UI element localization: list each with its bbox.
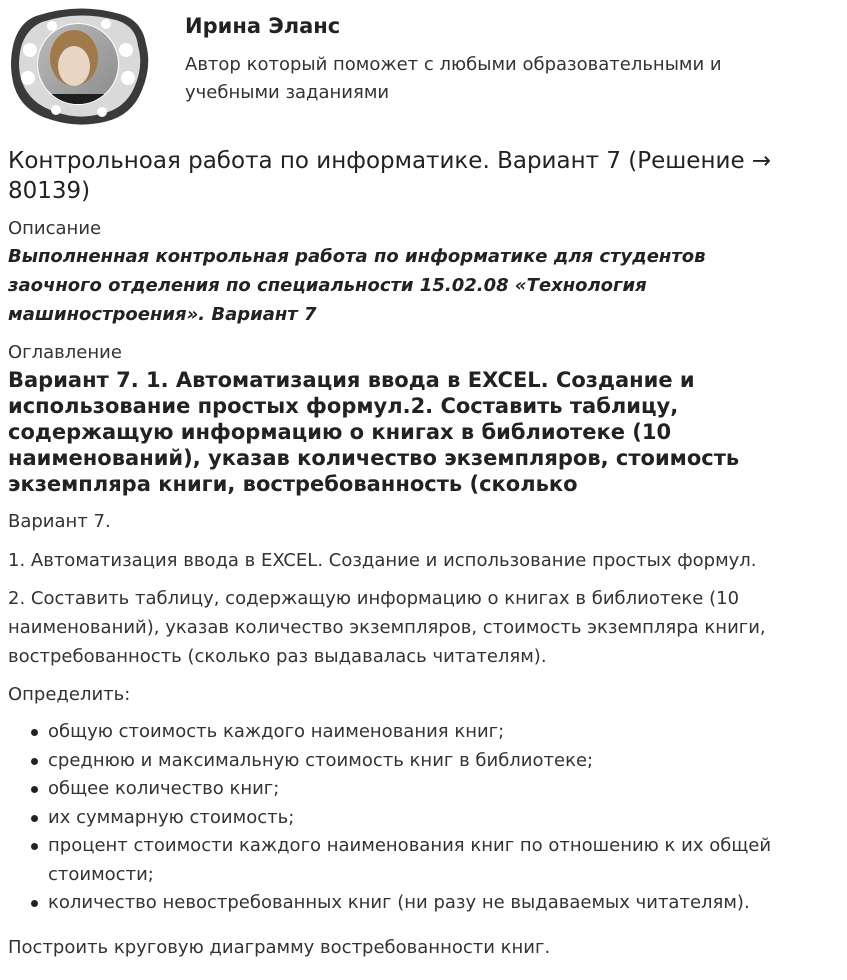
list-item-text: общую стоимость каждого наименования книг; xyxy=(48,721,505,742)
task-1-text: 1. Автоматизация ввода в EXCEL. Создание и использование простых формул. xyxy=(8,550,757,571)
description-text: Выполненная контрольная работа по информатике для студентов заочного отделения по специальности 15.02.08 «Технология машиностроения». Вариант 7 xyxy=(8,246,706,325)
bullet-icon xyxy=(31,815,38,822)
author-photo-icon xyxy=(8,6,150,128)
author-description: Автор который поможет с любыми образовательными и учебными заданиями xyxy=(185,54,722,103)
list-item-text: количество невостребованных книг (ни разу не выдаваемых читателям). xyxy=(48,892,750,913)
page-title: Контрольноая работа по информатике. Вариант 7 (Решение → 80139) xyxy=(8,148,772,204)
list-item xyxy=(48,718,828,747)
bullet-icon xyxy=(31,900,38,907)
toc-text: Вариант 7. 1. Автоматизация ввода в EXCEL. Создание и использование простых формул.2. Составить таблицу, содержащую информацию о книгах в библиотеке (10 наименований), указав количество экземпляров, стоимость экземпляра книги, востребованность (сколько xyxy=(8,368,740,496)
list-item xyxy=(48,804,828,833)
bullet-icon xyxy=(31,786,38,793)
requirements-list xyxy=(8,718,828,918)
list-item xyxy=(48,775,828,804)
list-item xyxy=(48,832,828,889)
variant-text: Вариант 7. xyxy=(8,511,111,532)
bullet-icon xyxy=(31,843,38,850)
list-item-text: процент стоимости каждого наименования книг по отношению к их общей стоимости; xyxy=(48,835,772,885)
author-card xyxy=(8,6,838,128)
avatar xyxy=(8,6,150,128)
author-name[interactable]: Ирина Эланс xyxy=(185,14,341,38)
list-item-text: их суммарную стоимость; xyxy=(48,806,295,828)
list-item-text: общее количество книг; xyxy=(48,778,280,799)
toc-label: Оглавление xyxy=(8,342,122,363)
bullet-icon xyxy=(31,729,38,736)
determine-label: Определить: xyxy=(8,684,131,705)
task-2-text: 2. Составить таблицу, содержащую информацию о книгах в библиотеке (10 наименований), указав количество экземпляров, стоимость экземпляра книги, востребованность (сколько раз выдавалась читателям). xyxy=(8,588,766,667)
list-item xyxy=(48,889,828,918)
description-label: Описание xyxy=(8,218,102,239)
bullet-icon xyxy=(31,758,38,765)
list-item-text: среднюю и максимальную стоимость книг в библиотеке; xyxy=(48,749,594,771)
list-item xyxy=(48,747,828,776)
final-instruction: Построить круговую диаграмму востребованности книг. xyxy=(8,937,551,958)
